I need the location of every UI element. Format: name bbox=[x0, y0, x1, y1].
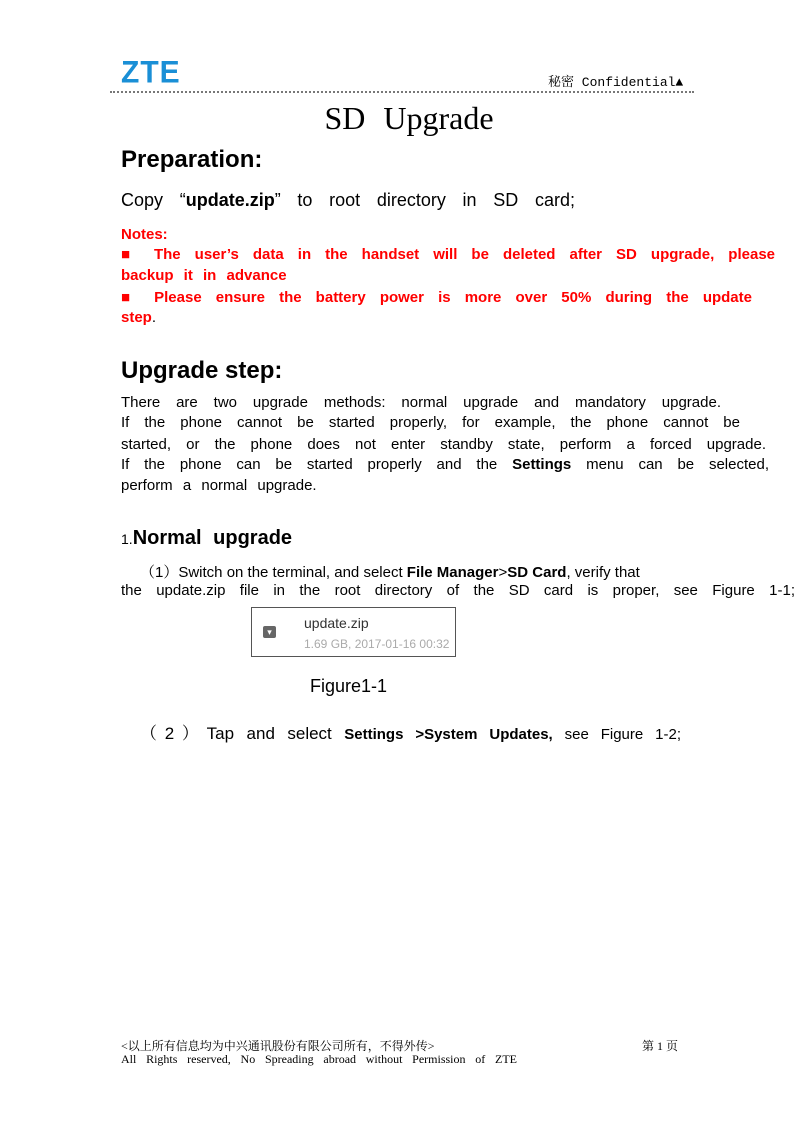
page-number: 第 1 页 bbox=[642, 1039, 679, 1053]
note-1: ■ The user’s data in the handset will be deleted after SD upgrade, please bbox=[121, 246, 775, 263]
text: ” to root directory in SD card; bbox=[274, 190, 575, 210]
note-1-cont: backup it in advance bbox=[121, 267, 287, 284]
text: , verify that bbox=[566, 564, 640, 581]
text: menu can be selected, bbox=[571, 456, 769, 473]
footer-notice: <以上所有信息均为中兴通讯股份有限公司所有，不得外传> bbox=[121, 1039, 435, 1053]
text: > bbox=[498, 564, 508, 581]
sd-file-icon: ▾ bbox=[263, 626, 276, 638]
note-2-cont bbox=[121, 309, 156, 326]
text: SD Card bbox=[507, 564, 567, 581]
copy-instruction bbox=[121, 190, 575, 211]
note-2: ■ Please ensure the battery power is more over 50% during the update bbox=[121, 289, 752, 306]
file-meta: 1.69 GB, 2017-01-16 00:32 bbox=[304, 637, 450, 651]
normal-upgrade-heading bbox=[121, 527, 292, 550]
filename: update.zip bbox=[185, 190, 275, 210]
upgrade-heading: Upgrade step: bbox=[121, 357, 283, 384]
body-line: started, or the phone does not enter standby state, perform a forced upgrade. bbox=[121, 436, 766, 453]
text: （2）Tap and select bbox=[140, 724, 345, 743]
file-name: update.zip bbox=[304, 615, 369, 631]
footer-rights: All Rights reserved, No Spreading abroad without Permission of ZTE bbox=[121, 1052, 517, 1066]
zte-logo: ZTE bbox=[121, 55, 181, 90]
body-line: perform a normal upgrade. bbox=[121, 477, 317, 494]
text: Normal upgrade bbox=[132, 527, 293, 549]
figure-1-1-screenshot bbox=[251, 607, 456, 657]
text: 1. bbox=[121, 531, 133, 547]
step-1-cont: the update.zip file in the root directory of the SD card is proper, see Figure 1-1; bbox=[121, 582, 795, 599]
text: . bbox=[151, 309, 157, 326]
body-line: If the phone cannot be started properly, for example, the phone cannot be bbox=[121, 414, 740, 431]
page-title: SD Upgrade bbox=[324, 100, 494, 136]
text: File Manager bbox=[406, 564, 499, 581]
figure-caption: Figure1-1 bbox=[310, 676, 388, 696]
body-line bbox=[121, 456, 769, 473]
header-divider bbox=[110, 91, 694, 93]
step-1 bbox=[140, 561, 640, 582]
text: Settings >System Updates, bbox=[344, 726, 553, 743]
text: If the phone can be started properly and the bbox=[121, 456, 498, 473]
text: （1）Switch on the terminal, and select bbox=[140, 564, 407, 581]
step-2 bbox=[140, 719, 681, 744]
text: see Figure 1-2; bbox=[552, 726, 681, 743]
confidential-label: 秘密 Confidential▲ bbox=[548, 75, 684, 90]
text: Copy “ bbox=[121, 190, 186, 210]
body-line: There are two upgrade methods: normal upgrade and mandatory upgrade. bbox=[121, 394, 721, 411]
text: step bbox=[121, 309, 152, 326]
text: Settings bbox=[512, 456, 572, 473]
notes-label: Notes: bbox=[121, 226, 168, 243]
preparation-heading: Preparation: bbox=[121, 146, 263, 173]
